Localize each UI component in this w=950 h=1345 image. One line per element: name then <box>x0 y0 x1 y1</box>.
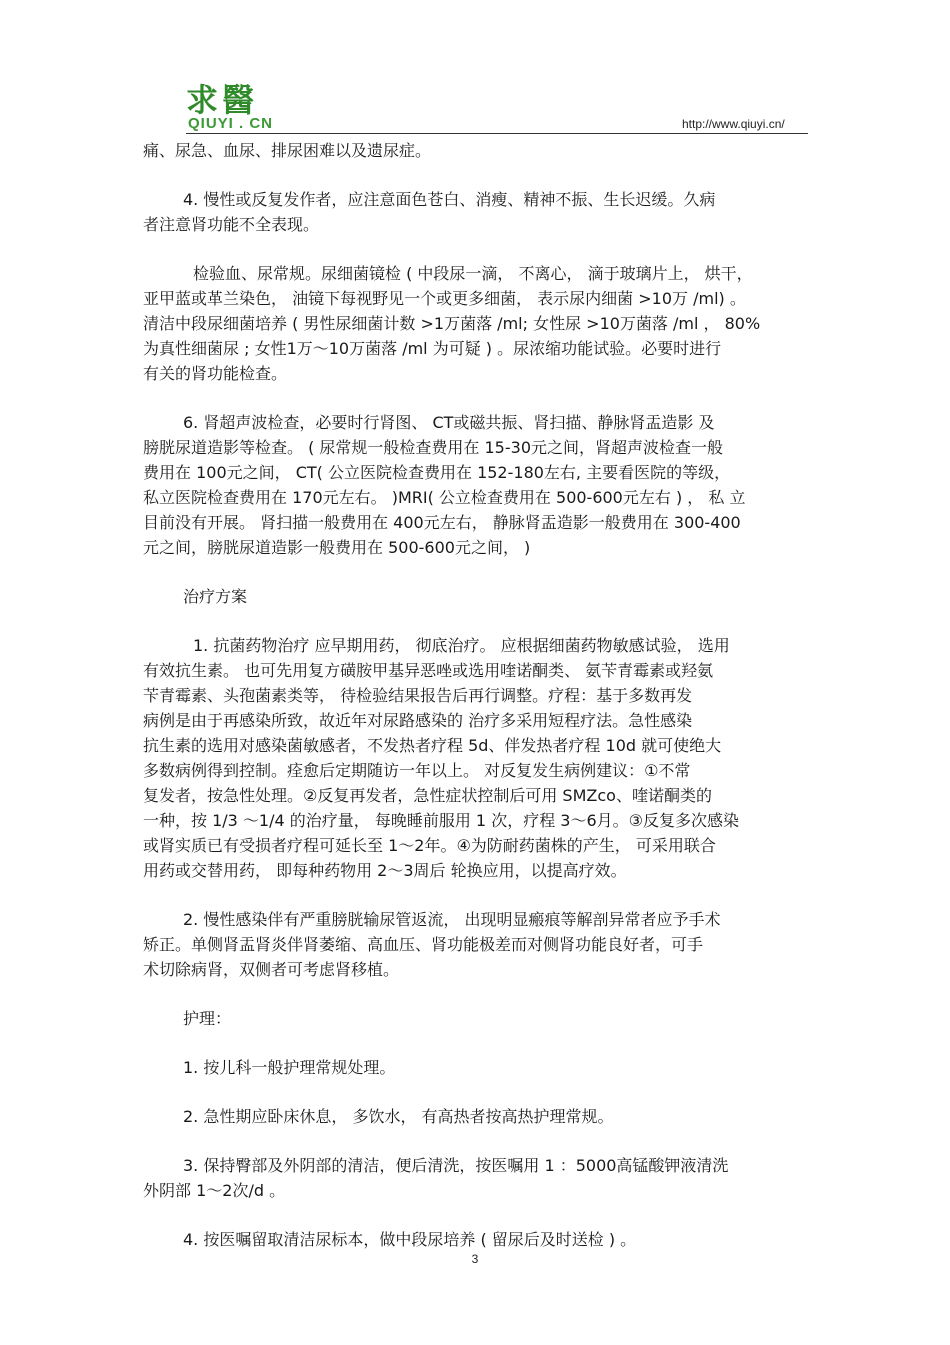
paragraph-line: 1. 抗菌药物治疗 应早期用药， 彻底治疗。 应根据细菌药物敏感试验， 选用 <box>193 636 730 655</box>
paragraph-gap <box>143 163 823 187</box>
paragraph-line: 病例是由于再感染所致，故近年对尿路感染的 治疗多采用短程疗法。急性感染 <box>143 711 693 730</box>
paragraph-line: 4. 按医嘱留取清洁尿标本，做中段尿培养 ( 留尿后及时送检 ) 。 <box>183 1230 637 1249</box>
paragraph <box>143 907 823 982</box>
paragraph-line: 2. 慢性感染伴有严重膀胱输尿管返流， 出现明显瘢痕等解剖异常者应予手术 <box>183 910 721 929</box>
paragraph-line: 6. 肾超声波检查，必要时行肾图、 CT或磁共振、肾扫描、静脉肾盂造影 及 <box>183 413 715 432</box>
header-url-link[interactable]: http://www.qiuyi.cn/ <box>682 117 785 131</box>
paragraph-line: 护理： <box>183 1009 232 1028</box>
paragraph-line: 一种，按 1/3 ～1/4 的治疗量， 每晚睡前服用 1 次，疗程 3～6月。③反复多次感染 <box>143 811 739 830</box>
paragraph-line: 1. 按儿科一般护理常规处理。 <box>183 1058 396 1077</box>
paragraph <box>143 633 823 883</box>
paragraph-gap <box>143 1129 823 1153</box>
page-number: 3 <box>471 1252 479 1266</box>
logo-english-text: QIUYI . CN <box>188 115 274 132</box>
paragraph-gap <box>143 982 823 1006</box>
paragraph <box>143 1104 823 1129</box>
paragraph <box>143 1227 823 1252</box>
paragraph-line: 元之间，膀胱尿道造影一般费用在 500-600元之间， ) <box>143 538 531 557</box>
paragraph-line: 亚甲蓝或革兰染色， 油镜下每视野见一个或更多细菌， 表示尿内细菌 >10万 /ml) 。 <box>143 289 746 308</box>
paragraph-line: 3. 保持臀部及外阴部的清洁，便后清洗，按医嘱用 1 ：5000高锰酸钾液清洗 <box>183 1156 729 1175</box>
paragraph-line: 矫正。单侧肾盂肾炎伴肾萎缩、高血压、肾功能极差而对侧肾功能良好者，可手 <box>143 935 704 954</box>
paragraph <box>143 187 823 237</box>
paragraph <box>143 410 823 560</box>
paragraph-line: 术切除病肾，双侧者可考虑肾移植。 <box>143 960 400 979</box>
paragraph-line: 抗生素的选用对感染菌敏感者，不发热者疗程 5d、伴发热者疗程 10d 就可使绝大 <box>143 736 722 755</box>
paragraph <box>143 584 823 609</box>
paragraph-line: 治疗方案 <box>183 587 248 606</box>
paragraph-line: 苄青霉素、头孢菌素类等， 待检验结果报告后再行调整。疗程：基于多数再发 <box>143 686 693 705</box>
paragraph-line: 4. 慢性或反复发作者，应注意面色苍白、消瘦、精神不振、生长迟缓。久病 <box>183 190 716 209</box>
paragraph-line: 清洁中段尿细菌培养 ( 男性尿细菌计数 >1万菌落 /ml; 女性尿 >10万菌落 /ml ， 80% <box>143 314 761 333</box>
paragraph-line: 为真性细菌尿 ; 女性1万～10万菌落 /ml 为可疑 ) 。尿浓缩功能试验。必要时进行 <box>143 339 722 358</box>
paragraph-gap <box>143 386 823 410</box>
paragraph-line: 私立医院检查费用在 170元左右。 )MRI( 公立检查费用在 500-600元左右 ) ， 私 立 <box>143 488 746 507</box>
paragraph-gap <box>143 237 823 261</box>
paragraph-line: 费用在 100元之间， CT( 公立医院检查费用在 152-180左右, 主要看医院的等级， <box>143 463 731 482</box>
paragraph-line: 痛、尿急、血尿、排尿困难以及遗尿症。 <box>143 141 432 160</box>
paragraph-gap <box>143 1203 823 1227</box>
paragraph-line: 2. 急性期应卧床休息， 多饮水， 有高热者按高热护理常规。 <box>183 1107 614 1126</box>
paragraph <box>143 1055 823 1080</box>
paragraph <box>143 1006 823 1031</box>
logo-chinese-text: 求醫 <box>186 81 259 119</box>
paragraph-gap <box>143 560 823 584</box>
paragraph-gap <box>143 883 823 907</box>
paragraph <box>143 1153 823 1203</box>
paragraph-line: 多数病例得到控制。痊愈后定期随访一年以上。 对反复发生病例建议：①不常 <box>143 761 691 780</box>
paragraph-line: 或肾实质已有受损者疗程可延长至 1～2年。④为防耐药菌株的产生， 可采用联合 <box>143 836 716 855</box>
paragraph <box>143 261 823 386</box>
paragraph-gap <box>143 1080 823 1104</box>
paragraph-gap <box>143 609 823 633</box>
paragraph-line: 有关的肾功能检查。 <box>143 364 288 383</box>
paragraph-line: 外阴部 1～2次/d 。 <box>143 1181 286 1200</box>
header-divider <box>186 133 808 134</box>
paragraph-line: 膀胱尿道造影等检查。 ( 尿常规一般检查费用在 15-30元之间，肾超声波检查一般 <box>143 438 723 457</box>
qiuyi-logo <box>186 75 336 137</box>
paragraph-line: 检验血、尿常规。尿细菌镜检 ( 中段尿一滴， 不离心， 滴于玻璃片上， 烘干， <box>193 264 753 283</box>
paragraph <box>143 138 823 163</box>
paragraph-line: 复发者，按急性处理。②反复再发者，急性症状控制后可用 SMZco、喹诺酮类的 <box>143 786 712 805</box>
paragraph-line: 用药或交替用药， 即每种药物用 2～3周后 轮换应用，以提高疗效。 <box>143 861 627 880</box>
document-body <box>143 138 823 1252</box>
paragraph-gap <box>143 1031 823 1055</box>
paragraph-line: 有效抗生素。 也可先用复方磺胺甲基异恶唑或选用喹诺酮类、 氨苄青霉素或羟氨 <box>143 661 714 680</box>
paragraph-line: 目前没有开展。 肾扫描一般费用在 400元左右， 静脉肾盂造影一般费用在 300-400 <box>143 513 741 532</box>
paragraph-line: 者注意肾功能不全表现。 <box>143 215 320 234</box>
